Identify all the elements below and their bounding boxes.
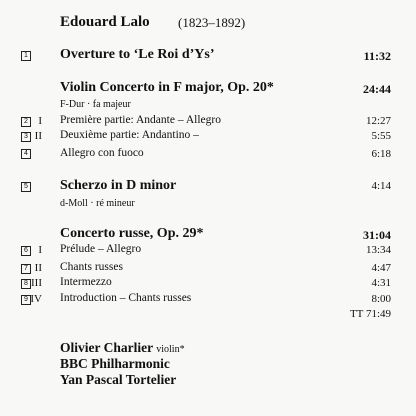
total-time: TT 71:49: [349, 308, 391, 320]
work-subtitle-violin-concerto: F-Dur · fa majeur: [60, 99, 131, 110]
movement-title: Introduction – Chants russes: [60, 292, 192, 304]
track-number-8: 8: [21, 279, 31, 289]
movement-title: Prélude – Allegro: [60, 243, 142, 255]
composer-dates: (1823–1892): [178, 15, 246, 30]
movement-duration: 6:18: [371, 148, 391, 160]
movement-duration: 8:00: [371, 293, 391, 305]
movement-roman: I: [38, 115, 42, 127]
work-title-scherzo: Scherzo in D minor: [60, 178, 177, 193]
track-number-9: 9: [21, 295, 31, 305]
soloist-role: violin*: [156, 344, 185, 355]
movement-roman: III: [31, 277, 42, 289]
movement-title: Première partie: Andante – Allegro: [60, 114, 221, 126]
work-title-concerto-russe: Concerto russe, Op. 29*: [60, 226, 204, 241]
movement-title: Allegro con fuoco: [60, 147, 144, 159]
work-title-violin-concerto: Violin Concerto in F major, Op. 20*: [60, 80, 274, 95]
track-number-3: 3: [21, 132, 31, 142]
movement-duration: 12:27: [365, 115, 391, 127]
work-duration-violin-concerto: 24:44: [363, 82, 391, 96]
track-number-5: 5: [21, 182, 31, 192]
work-duration-concerto-russe: 31:04: [363, 228, 391, 242]
composer-name: Edouard Lalo: [60, 14, 150, 30]
work-duration-scherzo: 4:14: [371, 180, 391, 192]
movement-title: Intermezzo: [60, 276, 112, 288]
movement-duration: 4:31: [371, 277, 391, 289]
track-number-7: 7: [21, 264, 31, 274]
work-title-overture: Overture to ‘Le Roi d’Ys’: [60, 47, 215, 62]
work-subtitle-scherzo: d-Moll · ré mineur: [60, 198, 135, 209]
movement-title: Chants russes: [60, 261, 123, 273]
movement-title: Deuxième partie: Andantino –: [60, 129, 199, 141]
track-number-1: 1: [21, 51, 31, 61]
movement-duration: 13:34: [365, 244, 391, 256]
movement-duration: 5:55: [371, 130, 391, 142]
track-number-4: 4: [21, 149, 31, 159]
performer-conductor: Yan Pascal Tortelier: [60, 372, 177, 387]
movement-duration: 4:47: [371, 262, 391, 274]
soloist-name: Olivier Charlier: [60, 340, 153, 355]
movement-roman: IV: [30, 293, 42, 305]
track-number-2: 2: [21, 117, 31, 127]
work-duration-overture: 11:32: [363, 49, 391, 63]
performer-soloist-line: [60, 340, 185, 356]
track-number-6: 6: [21, 246, 31, 256]
movement-roman: II: [34, 262, 42, 274]
performer-orchestra: BBC Philharmonic: [60, 356, 170, 371]
movement-roman: II: [34, 130, 42, 142]
movement-roman: I: [38, 244, 42, 256]
